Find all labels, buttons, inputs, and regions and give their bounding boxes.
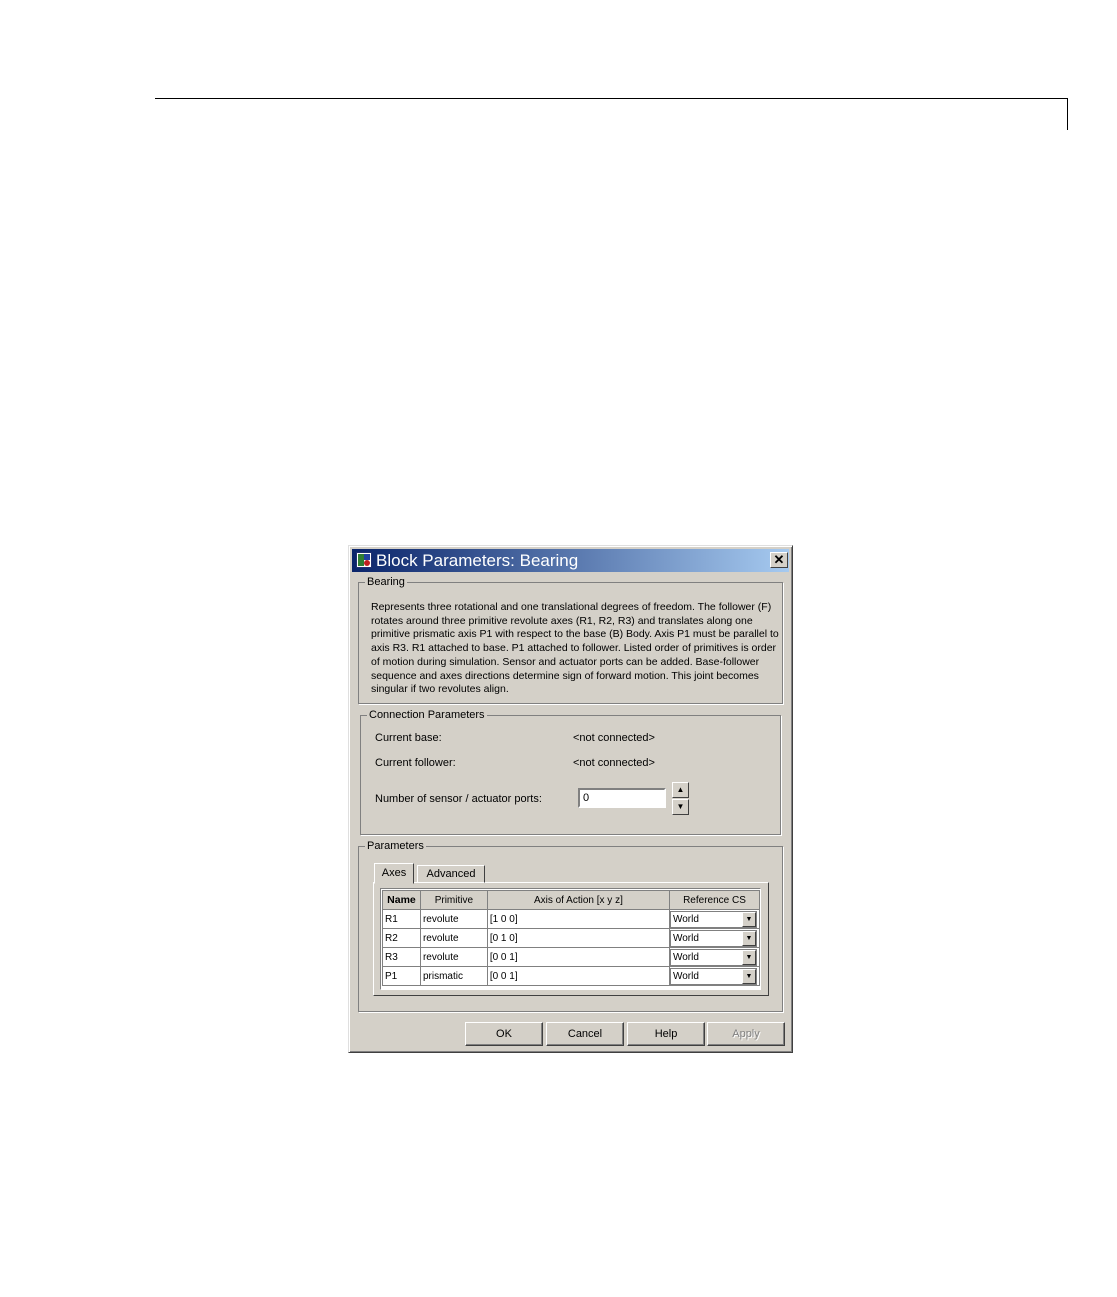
- page-header-rule: [155, 98, 1068, 99]
- apply-button[interactable]: Apply: [707, 1022, 785, 1046]
- row-axis-field[interactable]: [0 0 1]: [487, 967, 669, 986]
- description-line: sequence and axes directions determine sign of forward motion. This joint becomes: [371, 669, 759, 682]
- cancel-button[interactable]: Cancel: [546, 1022, 624, 1046]
- reference-cs-value: World: [672, 970, 699, 982]
- row-name: R1: [383, 910, 421, 929]
- description-line: rotates around three primitive revolute axes (R1, R2, R3) and translates along one: [371, 614, 753, 627]
- table-row: [383, 910, 760, 929]
- row-name: P1: [383, 967, 421, 986]
- row-primitive: revolute: [420, 910, 487, 929]
- ok-button[interactable]: OK: [465, 1022, 543, 1046]
- dropdown-arrow-icon[interactable]: ▼: [742, 931, 756, 946]
- tab-advanced[interactable]: Advanced: [417, 865, 485, 883]
- current-base-value: <not connected>: [573, 732, 655, 744]
- description-group-label: Bearing: [367, 576, 405, 588]
- block-parameters-dialog: [348, 545, 793, 1053]
- table-header-row: [383, 891, 760, 910]
- description-line: axis R3. R1 attached to base. P1 attached to follower. Listed order of primitives is order: [371, 642, 777, 655]
- row-primitive: revolute: [420, 948, 487, 967]
- reference-cs-value: World: [672, 913, 699, 925]
- row-name: R2: [383, 929, 421, 948]
- title-bar[interactable]: [352, 549, 789, 572]
- ports-label: Number of sensor / actuator ports:: [375, 793, 542, 805]
- description-line: singular if two revolutes align.: [371, 683, 509, 696]
- simulink-block-icon[interactable]: [356, 552, 372, 568]
- row-axis-field[interactable]: [0 1 0]: [487, 929, 669, 948]
- row-primitive: revolute: [420, 929, 487, 948]
- description-line: Represents three rotational and one translational degrees of freedom. The follower (F): [371, 601, 772, 613]
- connection-group-label: Connection Parameters: [369, 709, 485, 721]
- spin-down-button[interactable]: ▼: [672, 799, 689, 815]
- block-description: [371, 601, 779, 697]
- spin-up-button[interactable]: ▲: [672, 782, 689, 798]
- reference-cs-value: World: [672, 951, 699, 963]
- table-row: [383, 948, 760, 967]
- reference-cs-value: World: [672, 932, 699, 944]
- page-header-rule-tick: [1067, 98, 1068, 130]
- column-header-primitive[interactable]: Primitive: [420, 891, 487, 910]
- axes-table: [380, 888, 761, 990]
- ports-input[interactable]: 0: [578, 788, 666, 808]
- reference-cs-dropdown[interactable]: [670, 949, 757, 966]
- description-line: primitive prismatic axis P1 with respect to the base (B) Body. Axis P1 must be parallel to: [371, 628, 779, 641]
- current-follower-label: Current follower:: [375, 757, 456, 769]
- reference-cs-dropdown[interactable]: [670, 911, 757, 928]
- row-name: R3: [383, 948, 421, 967]
- column-header-name[interactable]: Name: [383, 891, 421, 910]
- row-axis-field[interactable]: [1 0 0]: [487, 910, 669, 929]
- description-line: of motion during simulation. Sensor and actuator ports can be added. Base-follower: [371, 655, 760, 668]
- reference-cs-dropdown[interactable]: [670, 930, 757, 947]
- dropdown-arrow-icon[interactable]: ▼: [742, 950, 756, 965]
- column-header-axis[interactable]: Axis of Action [x y z]: [487, 891, 669, 910]
- description-group: [358, 576, 783, 704]
- current-base-label: Current base:: [375, 732, 442, 744]
- reference-cs-dropdown[interactable]: [670, 968, 757, 985]
- table-row: [383, 929, 760, 948]
- window-title: Block Parameters: Bearing: [376, 551, 579, 570]
- axes-tab-panel: [373, 882, 769, 996]
- column-header-reference-cs[interactable]: Reference CS: [669, 891, 759, 910]
- row-primitive: prismatic: [420, 967, 487, 986]
- tab-axes[interactable]: Axes: [374, 863, 414, 884]
- current-follower-value: <not connected>: [573, 757, 655, 769]
- table-row: [383, 967, 760, 986]
- dropdown-arrow-icon[interactable]: ▼: [742, 969, 756, 984]
- parameters-group-label: Parameters: [367, 840, 424, 852]
- row-axis-field[interactable]: [0 0 1]: [487, 948, 669, 967]
- dropdown-arrow-icon[interactable]: ▼: [742, 912, 756, 927]
- close-button[interactable]: ✕: [770, 552, 788, 568]
- help-button[interactable]: Help: [627, 1022, 705, 1046]
